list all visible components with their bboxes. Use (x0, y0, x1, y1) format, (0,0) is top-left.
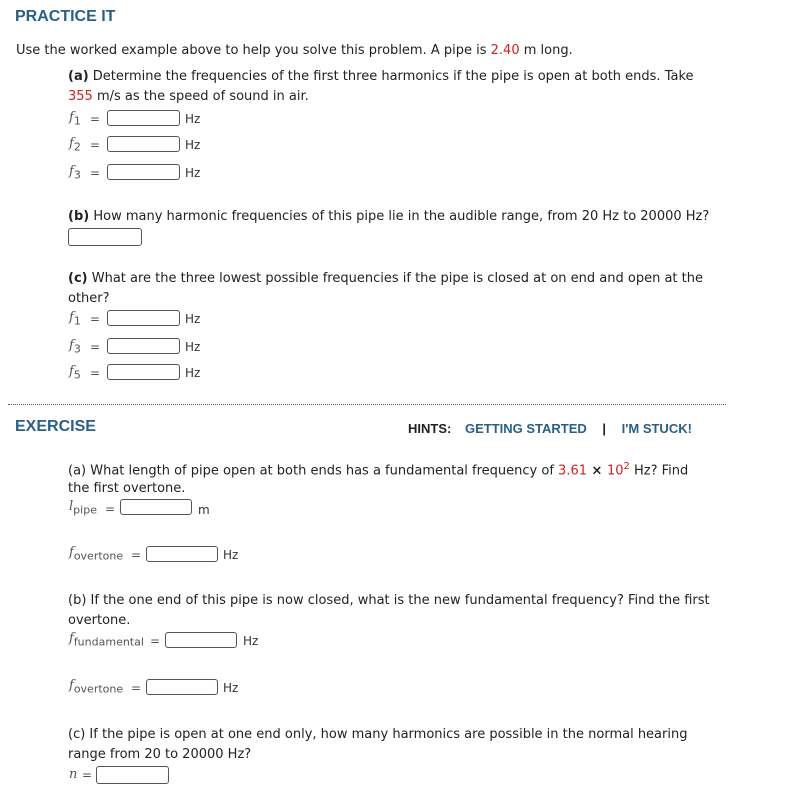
hz-unit: Hz (185, 138, 201, 152)
closed-f3-input[interactable] (107, 338, 180, 354)
equals-sign: = (131, 548, 142, 562)
equals-sign: = (150, 634, 161, 648)
intro-unit-text: m long. (519, 43, 573, 58)
exercise-a-question (68, 461, 688, 478)
l-pipe-label: $l_{pipe}$ (69, 499, 97, 517)
intro-text: Use the worked example above to help you solve this problem. A pipe is (16, 43, 491, 58)
f-overtone-label: $f_{overtone}$ (69, 545, 124, 563)
times-sign: × (587, 463, 607, 479)
equals-sign: = (90, 366, 101, 380)
equals-sign: = (90, 112, 101, 126)
pipe-length-value: 2.40 (490, 43, 520, 58)
part-c-text: What are the three lowest possible frequencies if the pipe is closed at on end and open at the (87, 271, 703, 286)
part-a-question-line2 (68, 89, 309, 104)
part-a-question (68, 69, 694, 84)
part-a-text: Determine the frequencies of the first three harmonics if the pipe is open at both ends. Take (88, 69, 694, 84)
part-c-question (68, 271, 703, 286)
part-b-label: (b) (68, 209, 90, 224)
hz-unit: Hz (185, 112, 201, 126)
f-fundamental-label: $f_{fundamental}$ (69, 631, 144, 649)
frequency-mantissa: 3.61 (558, 463, 587, 479)
speed-value: 355 (68, 89, 93, 104)
m-unit: m (198, 503, 210, 517)
exercise-a-question-line2: the first overtone. (68, 481, 186, 496)
hz-unit: Hz (223, 681, 239, 695)
exercise-a-text-end: Hz? Find (629, 463, 689, 479)
im-stuck-link[interactable]: I'M STUCK! (621, 421, 692, 436)
part-c-question-line2: other? (68, 291, 110, 306)
f2-input[interactable] (107, 136, 180, 152)
hz-unit: Hz (243, 634, 259, 648)
frequency-base: 10 (606, 463, 624, 479)
equals-sign: = (90, 138, 101, 152)
hz-unit: Hz (185, 340, 201, 354)
n-label: n (69, 767, 78, 782)
exercise-c-question-line2: range from 20 to 20000 Hz? (68, 747, 252, 762)
hints-label: HINTS: (408, 421, 452, 436)
closed-f5-label: $f_5$ (69, 364, 81, 382)
pipe-length-input[interactable] (120, 499, 192, 515)
f1-label: $f_1$ (69, 110, 81, 128)
speed-text: m/s as the speed of sound in air. (92, 89, 309, 104)
hz-unit: Hz (185, 312, 201, 326)
equals-sign: = (90, 340, 101, 354)
hz-unit: Hz (185, 366, 201, 380)
closed-overtone-input[interactable] (146, 679, 218, 695)
frequency-exponent: 2 (623, 461, 630, 472)
part-b-text: How many harmonic frequencies of this pipe lie in the audible range, from 20 Hz to 20000 Hz? (89, 209, 710, 224)
equals-sign: = (82, 768, 93, 782)
hints-bar (408, 421, 692, 436)
f3-label: $f_3$ (69, 164, 81, 182)
section-divider (8, 404, 726, 405)
open-overtone-input[interactable] (146, 546, 218, 562)
part-a-label: (a) (68, 69, 89, 84)
practice-intro (16, 43, 573, 58)
closed-f1-label: $f_1$ (69, 310, 81, 328)
closed-fundamental-input[interactable] (165, 632, 237, 648)
f3-input[interactable] (107, 164, 180, 180)
equals-sign: = (131, 681, 142, 695)
f2-label: $f_2$ (69, 136, 81, 154)
exercise-title: EXERCISE (15, 418, 96, 435)
getting-started-link[interactable]: GETTING STARTED (464, 421, 587, 436)
closed-f3-label: $f_3$ (69, 338, 81, 356)
equals-sign: = (90, 312, 101, 326)
harmonic-count-n-input[interactable] (96, 766, 169, 784)
exercise-b-question-line2: overtone. (68, 613, 131, 628)
exercise-a-text: (a) What length of pipe open at both ends has a fundamental frequency of (68, 463, 559, 479)
f-overtone-label: $f_{overtone}$ (69, 678, 124, 696)
exercise-b-question: (b) If the one end of this pipe is now closed, what is the new fundamental frequency? Find the first (68, 593, 710, 608)
closed-f1-input[interactable] (107, 310, 180, 326)
exercise-c-question: (c) If the pipe is open at one end only, how many harmonics are possible in the normal hearing (68, 727, 688, 742)
practice-title: PRACTICE IT (15, 8, 116, 25)
f1-input[interactable] (107, 110, 180, 126)
equals-sign: = (90, 166, 101, 180)
part-c-label: (c) (68, 271, 88, 286)
hz-unit: Hz (223, 548, 239, 562)
closed-f5-input[interactable] (107, 364, 180, 380)
hz-unit: Hz (185, 166, 201, 180)
equals-sign: = (105, 502, 116, 516)
harmonic-count-input[interactable] (68, 228, 142, 246)
hints-separator: | (602, 421, 607, 436)
part-b-question (68, 209, 709, 224)
